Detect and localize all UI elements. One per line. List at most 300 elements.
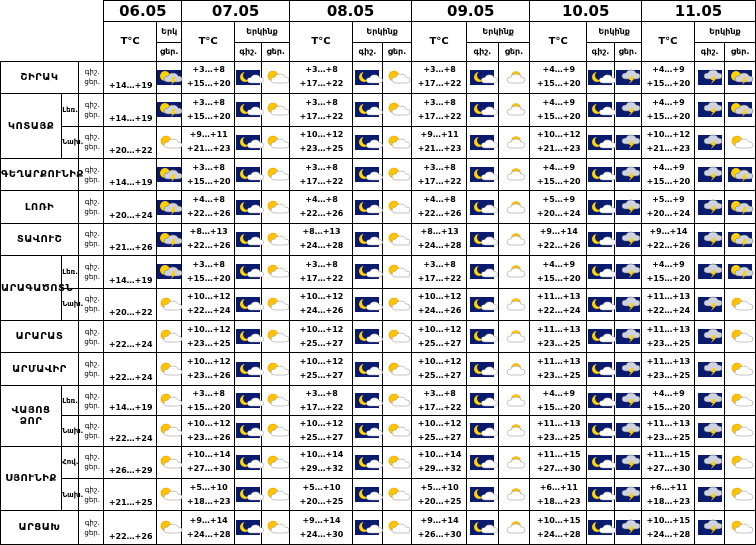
sun-storm-weather-icon [728, 102, 752, 117]
temp-cell [182, 223, 235, 255]
temp-night-value: +4…+9 [652, 388, 685, 398]
sun-cloud-weather-icon [385, 487, 409, 502]
sky-day-cell [725, 385, 756, 415]
temp-day-value: +15…+20 [536, 273, 581, 283]
sky-night-cell [694, 61, 725, 93]
temp-night-value: +6…+11 [649, 482, 688, 492]
moon-weather-icon [588, 135, 612, 150]
temp-day-value: +18…+23 [186, 496, 231, 506]
sun-cloud-weather-icon [385, 200, 409, 215]
temp-cell [412, 61, 467, 93]
sky-night-cell [694, 353, 725, 385]
temp-cell [289, 94, 352, 126]
temp-cell [182, 385, 235, 415]
sky-day-cell [725, 446, 756, 478]
temp-cell [289, 61, 352, 93]
temp-header: T°C [182, 21, 235, 61]
temp-06 [104, 416, 157, 446]
sky-header: Երկինք [587, 21, 642, 42]
temp-cell [412, 288, 467, 320]
temp-night-value: +3…+8 [192, 97, 225, 107]
sun-storm-weather-icon [157, 102, 181, 117]
storm-weather-icon [616, 487, 640, 502]
sun-cloud-weather-icon [385, 423, 409, 438]
sky-day-cell [498, 416, 530, 446]
temp-day-value: +24…+28 [417, 241, 462, 251]
sky-day-cell [382, 446, 412, 478]
temp-day-value: +24…+26 [299, 306, 344, 316]
sun-cloud-weather-icon [385, 362, 409, 377]
region-name: ՇԻՐԱԿ [1, 61, 79, 93]
sky-06 [157, 94, 182, 126]
temp-cell [182, 353, 235, 385]
storm-weather-icon [698, 232, 722, 247]
temp-06 [104, 288, 157, 320]
temp-night-value: +9…+14 [649, 227, 688, 237]
sky-night-cell [353, 223, 383, 255]
sky-header: Երկինք [353, 21, 412, 42]
cloud-sun-weather-icon [502, 200, 526, 215]
moon-weather-icon [470, 423, 494, 438]
temp-night-value: +4…+8 [192, 195, 225, 205]
sky-night-cell [235, 511, 262, 545]
sky-06 [157, 158, 182, 190]
sky-day-cell [262, 353, 289, 385]
sky-day-cell [725, 158, 756, 190]
temp-cell [530, 511, 587, 545]
temp-header: T°C [530, 21, 587, 61]
temp-day-value: +22…+24 [536, 306, 581, 316]
sun-cloud-weather-icon [264, 264, 288, 279]
temp-day-value: +14…+19 [108, 275, 153, 285]
sky-day-cell [262, 288, 289, 320]
moon-weather-icon [470, 200, 494, 215]
temp-day-value: +22…+26 [417, 209, 462, 219]
moon-weather-icon [470, 135, 494, 150]
temp-night-value: +6…+11 [539, 482, 578, 492]
sky-night-cell [587, 321, 614, 353]
sun-storm-weather-icon [157, 70, 181, 85]
region-name: ՍՅՈՒՆԻՔ [1, 446, 62, 511]
sky-day-cell [614, 288, 641, 320]
sky-day-cell [725, 256, 756, 288]
temp-day-value: +15…+20 [186, 79, 231, 89]
temp-06 [104, 385, 157, 415]
sky-night-cell [353, 158, 383, 190]
sun-cloud-weather-icon [264, 167, 288, 182]
sky-night-cell [467, 288, 499, 320]
region-name: ԱՐԱԳԱԾՈՏՆ [1, 256, 62, 321]
date-header: 09.05 [412, 1, 530, 22]
temp-cell [182, 94, 235, 126]
time-of-day-label [79, 511, 104, 545]
sky-night-cell [694, 223, 725, 255]
temp-cell [642, 256, 695, 288]
storm-weather-icon [616, 102, 640, 117]
temp-night-value: +4…+8 [305, 195, 338, 205]
night-label: գիշ. [84, 360, 100, 369]
temp-06 [104, 126, 157, 158]
sun-cloud-weather-icon [157, 455, 181, 470]
moon-weather-icon [588, 423, 612, 438]
sky-day-cell [262, 321, 289, 353]
moon-weather-icon [470, 167, 494, 182]
temp-cell [530, 256, 587, 288]
region-name: ԳԵՂԱՐՔՈՒՆԻՔ [1, 158, 79, 190]
sun-storm-weather-icon [157, 200, 181, 215]
temp-day-value: +22…+26 [186, 241, 231, 251]
sky-06 [157, 446, 182, 478]
subregion-label: Լեռ. [62, 385, 79, 415]
sky-day-cell [382, 511, 412, 545]
temp-cell [642, 223, 695, 255]
temp-cell [412, 446, 467, 478]
sky-night-cell [235, 353, 262, 385]
temp-day-value: +17…+22 [417, 111, 462, 121]
temp-day-value: +15…+20 [646, 176, 691, 186]
time-of-day-label [79, 223, 104, 255]
subregion-label: Նախ. [62, 478, 79, 510]
temp-day-value: +20…+25 [417, 496, 462, 506]
temp-header: T°C [289, 21, 352, 61]
temp-day-value: +21…+25 [108, 498, 153, 508]
temp-night-value: +5…+10 [302, 482, 341, 492]
sky-night-cell [694, 416, 725, 446]
moon-weather-icon [470, 264, 494, 279]
storm-weather-icon [698, 102, 722, 117]
temp-night-value: +10…+15 [646, 515, 691, 525]
temp-day-value: +20…+25 [299, 496, 344, 506]
temp-cell [412, 478, 467, 510]
temp-night-value: +9…+11 [189, 130, 228, 140]
day-label: ցեր. [84, 463, 100, 472]
night-label: գիշ. [84, 421, 100, 430]
temp-cell [412, 126, 467, 158]
storm-weather-icon [616, 70, 640, 85]
temp-night-value: +10…+12 [186, 292, 231, 302]
temp-cell [289, 416, 352, 446]
temp-day-value: +25…+27 [417, 338, 462, 348]
moon-weather-icon [355, 70, 379, 85]
temp-cell [182, 416, 235, 446]
sky-day-cell [498, 191, 530, 223]
temp-night-value: +11…+13 [536, 292, 581, 302]
temp-cell [642, 126, 695, 158]
temp-night-value: +3…+8 [192, 259, 225, 269]
temp-night-value: +10…+12 [417, 418, 462, 428]
day-label: ցեր. [84, 143, 100, 152]
sky-day-cell [614, 416, 641, 446]
temp-night-value: +3…+8 [192, 388, 225, 398]
temp-cell [530, 158, 587, 190]
temp-day-value: +22…+26 [299, 209, 344, 219]
sky-day-cell [614, 478, 641, 510]
temp-night-value: +10…+14 [299, 450, 344, 460]
temp-cell [182, 478, 235, 510]
temp-day-value: +23…+25 [186, 338, 231, 348]
sky-day-cell [725, 321, 756, 353]
moon-weather-icon [355, 200, 379, 215]
sky-night-cell [694, 158, 725, 190]
sky-header: Երկինք [694, 21, 755, 42]
sky-06 [157, 61, 182, 93]
temp-day-value: +25…+27 [417, 432, 462, 442]
temp-cell [642, 478, 695, 510]
sky-day-cell [614, 158, 641, 190]
temp-day-value: +15…+20 [646, 402, 691, 412]
time-of-day-label [79, 94, 104, 126]
moon-weather-icon [355, 297, 379, 312]
temp-06 [104, 158, 157, 190]
sky-day-cell [725, 61, 756, 93]
temp-cell [182, 288, 235, 320]
sky-day-cell [382, 478, 412, 510]
sky-night-cell [694, 191, 725, 223]
temp-night-value: +9…+14 [420, 515, 459, 525]
temp-day-value: +17…+22 [299, 176, 344, 186]
temp-cell [642, 321, 695, 353]
temp-day-value: +22…+24 [108, 340, 153, 350]
temp-night-value: +11…+13 [536, 357, 581, 367]
sun-cloud-weather-icon [264, 520, 288, 535]
temp-night-value: +8…+13 [420, 227, 459, 237]
temp-cell [289, 321, 352, 353]
temp-night-value: +10…+14 [417, 450, 462, 460]
moon-weather-icon [236, 297, 260, 312]
sky-night-cell [235, 61, 262, 93]
temp-day-value: +29…+32 [299, 464, 344, 474]
sun-cloud-weather-icon [728, 135, 752, 150]
temp-cell [182, 61, 235, 93]
cloud-sun-weather-icon [502, 455, 526, 470]
temp-day-value: +21…+23 [646, 144, 691, 154]
sun-storm-weather-icon [728, 232, 752, 247]
sky-day-cell [262, 511, 289, 545]
sky-06 [157, 416, 182, 446]
sky-night-cell [694, 478, 725, 510]
sky-day-cell [614, 385, 641, 415]
temp-day-value: +23…+26 [186, 371, 231, 381]
moon-weather-icon [588, 102, 612, 117]
sky-06 [157, 511, 182, 545]
night-label: գիշ. [84, 230, 100, 239]
region-name: ԱՐՑԱԽ [1, 511, 79, 545]
time-of-day-label [79, 446, 104, 478]
cloud-sun-weather-icon [502, 393, 526, 408]
sun-cloud-weather-icon [728, 520, 752, 535]
storm-weather-icon [616, 264, 640, 279]
temp-cell [412, 321, 467, 353]
temp-day-value: +24…+28 [299, 241, 344, 251]
day-header: ցեր. [157, 42, 182, 61]
night-label: գիշ. [84, 133, 100, 142]
temp-header: T°C [104, 21, 157, 61]
sky-06 [157, 223, 182, 255]
moon-weather-icon [588, 264, 612, 279]
temp-day-value: +25…+27 [299, 338, 344, 348]
storm-weather-icon [698, 362, 722, 377]
sky-header: Երկինք [235, 21, 290, 42]
sky-day-cell [614, 191, 641, 223]
sky-night-cell [467, 61, 499, 93]
temp-day-value: +20…+22 [108, 308, 153, 318]
sky-day-cell [725, 478, 756, 510]
sun-storm-weather-icon [157, 264, 181, 279]
date-header: 07.05 [182, 1, 290, 22]
temp-day-value: +26…+29 [108, 465, 153, 475]
sun-cloud-weather-icon [264, 232, 288, 247]
day-label: ցեր. [84, 401, 100, 410]
moon-weather-icon [236, 520, 260, 535]
sky-day-cell [614, 321, 641, 353]
sky-night-cell [467, 385, 499, 415]
temp-cell [642, 446, 695, 478]
temp-night-value: +10…+14 [186, 450, 231, 460]
sky-night-cell [235, 223, 262, 255]
sky-day-cell [262, 256, 289, 288]
sky-06 [157, 126, 182, 158]
moon-weather-icon [355, 520, 379, 535]
subregion-label: Լեռ. [62, 94, 79, 126]
day-label: ցեր. [84, 495, 100, 504]
storm-weather-icon [616, 455, 640, 470]
sky-day-cell [725, 288, 756, 320]
temp-cell [530, 223, 587, 255]
sky-day-cell [498, 511, 530, 545]
sun-cloud-weather-icon [728, 362, 752, 377]
sky-night-cell [235, 446, 262, 478]
temp-night-value: +10…+12 [299, 292, 344, 302]
sky-night-cell [353, 94, 383, 126]
sky-night-cell [587, 446, 614, 478]
temp-night-value: +4…+9 [542, 388, 576, 398]
sky-day-cell [382, 353, 412, 385]
sky-day-cell [262, 126, 289, 158]
temp-cell [289, 353, 352, 385]
temp-day-value: +17…+22 [299, 79, 344, 89]
temp-night-value: +10…+12 [186, 357, 231, 367]
sun-storm-weather-icon [157, 232, 181, 247]
temp-day-value: +27…+30 [646, 464, 691, 474]
sky-day-cell [614, 61, 641, 93]
sky-night-cell [587, 416, 614, 446]
temp-cell [642, 158, 695, 190]
sky-header: Երկինք [467, 21, 530, 42]
temp-night-value: +5…+9 [652, 195, 685, 205]
day-label: ցեր. [84, 370, 100, 379]
sky-night-cell [467, 256, 499, 288]
temp-cell [642, 353, 695, 385]
sky-day-cell [498, 223, 530, 255]
temp-day-value: +23…+25 [536, 371, 581, 381]
sky-night-cell [353, 256, 383, 288]
subregion-label: Նախ. [62, 416, 79, 446]
date-header: 11.05 [642, 1, 756, 22]
moon-weather-icon [588, 393, 612, 408]
sun-cloud-weather-icon [264, 455, 288, 470]
sky-day-cell [614, 126, 641, 158]
sun-cloud-weather-icon [728, 487, 752, 502]
moon-weather-icon [470, 297, 494, 312]
temp-cell [642, 511, 695, 545]
temp-cell [182, 158, 235, 190]
sun-cloud-weather-icon [385, 393, 409, 408]
subregion-label: Հով. [62, 446, 79, 478]
sky-day-cell [382, 256, 412, 288]
moon-weather-icon [588, 329, 612, 344]
sky-night-cell [235, 385, 262, 415]
temp-night-value: +8…+13 [302, 227, 341, 237]
sky-night-cell [694, 94, 725, 126]
sun-cloud-weather-icon [264, 423, 288, 438]
temp-night-value: +11…+15 [536, 450, 581, 460]
temp-cell [182, 446, 235, 478]
temp-cell [289, 478, 352, 510]
temp-cell [530, 61, 587, 93]
temp-day-value: +20…+24 [108, 210, 153, 220]
temp-06 [104, 511, 157, 545]
sky-night-cell [587, 61, 614, 93]
sun-storm-weather-icon [728, 167, 752, 182]
sun-cloud-weather-icon [157, 329, 181, 344]
temp-day-value: +24…+30 [299, 529, 344, 539]
moon-weather-icon [470, 102, 494, 117]
night-label: գիշ. [84, 485, 100, 494]
sun-cloud-weather-icon [264, 362, 288, 377]
storm-weather-icon [616, 232, 640, 247]
storm-weather-icon [698, 393, 722, 408]
sun-storm-weather-icon [157, 167, 181, 182]
temp-cell [412, 191, 467, 223]
temp-06 [104, 191, 157, 223]
temp-cell [530, 353, 587, 385]
temp-day-value: +21…+23 [536, 144, 581, 154]
moon-weather-icon [355, 232, 379, 247]
sky-day-cell [614, 256, 641, 288]
region-name: ԱՐԱՐԱՏ [1, 321, 79, 353]
temp-day-value: +22…+24 [646, 306, 691, 316]
night-header: գիշ. [353, 42, 383, 61]
moon-weather-icon [236, 135, 260, 150]
sky-day-cell [382, 223, 412, 255]
sky-night-cell [587, 191, 614, 223]
temp-night-value: +10…+15 [536, 515, 581, 525]
sky-night-cell [353, 321, 383, 353]
temp-night-value: +3…+8 [305, 388, 338, 398]
sky-day-cell [262, 94, 289, 126]
moon-weather-icon [588, 200, 612, 215]
temp-night-value: +4…+9 [652, 65, 685, 75]
sun-cloud-weather-icon [157, 393, 181, 408]
temp-cell [289, 288, 352, 320]
sky-header: Երկ [157, 21, 182, 42]
sun-cloud-weather-icon [385, 329, 409, 344]
temp-day-value: +23…+25 [646, 432, 691, 442]
moon-weather-icon [355, 487, 379, 502]
cloud-sun-weather-icon [502, 362, 526, 377]
sky-day-cell [498, 353, 530, 385]
sky-night-cell [587, 94, 614, 126]
temp-06 [104, 256, 157, 288]
temp-day-value: +15…+20 [186, 111, 231, 121]
temp-night-value: +11…+13 [646, 357, 691, 367]
sky-day-cell [262, 158, 289, 190]
sun-cloud-weather-icon [728, 297, 752, 312]
temp-cell [530, 416, 587, 446]
sky-day-cell [262, 416, 289, 446]
sky-day-cell [725, 511, 756, 545]
temp-day-value: +21…+26 [108, 243, 153, 253]
